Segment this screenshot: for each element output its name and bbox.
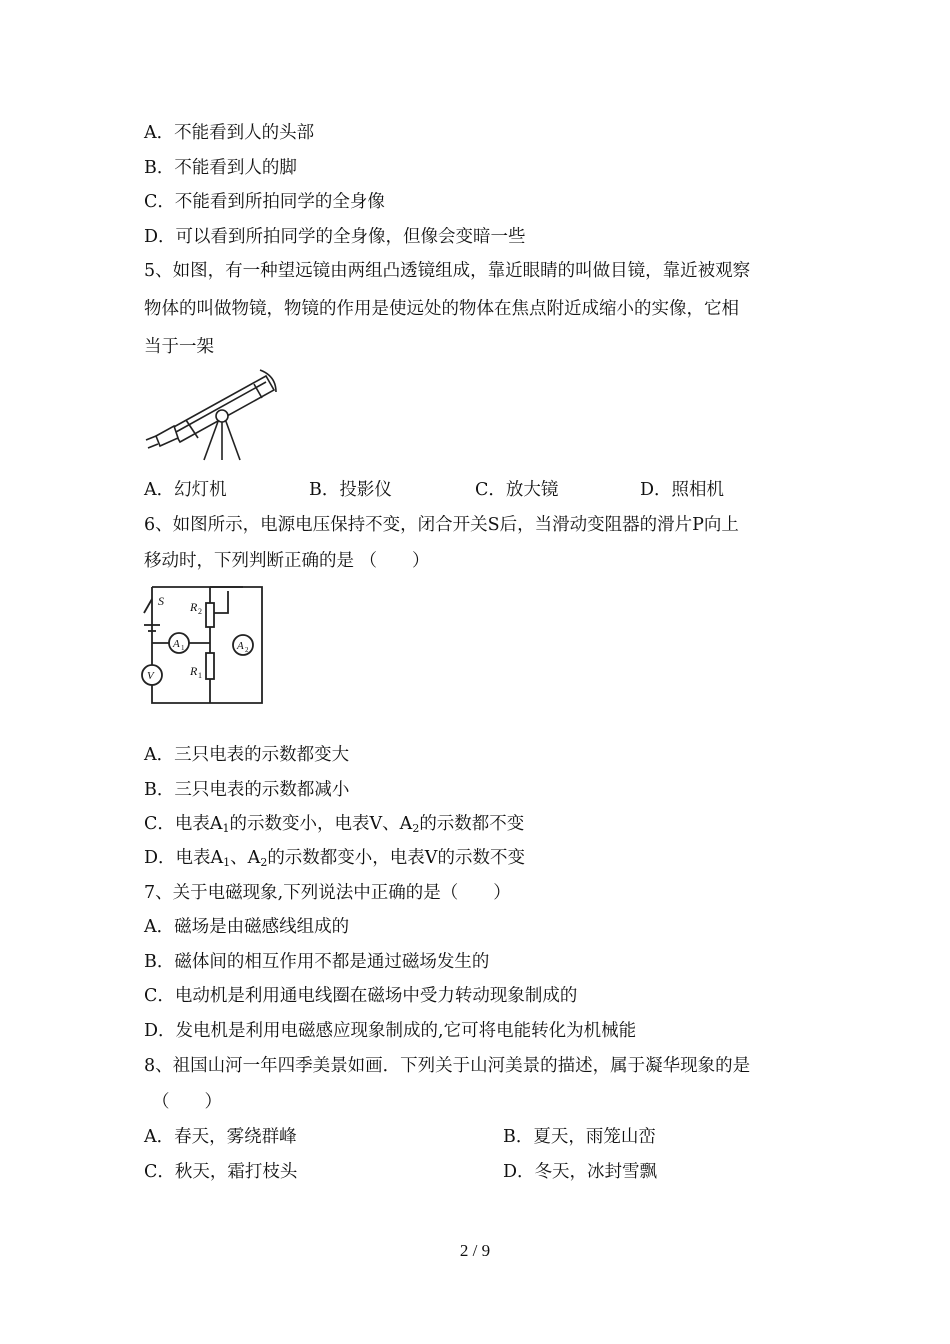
r1-label: R	[190, 664, 198, 678]
q5-option-a: A．幻灯机	[144, 480, 227, 500]
q6-option-d: D．电表$A_1$、$A_2$的示数都变小，电表V的示数不变	[144, 848, 525, 869]
telescope-figure	[142, 366, 282, 462]
q5-stem-line-2: 物体的叫做物镜，物镜的作用是使远处的物体在焦点附近成缩小的实像，它相	[144, 299, 739, 319]
a1-sub: 1	[181, 644, 185, 652]
q7-option-d: D．发电机是利用电磁感应现象制成的,它可将电能转化为机械能	[144, 1021, 637, 1041]
a2-sub: 2	[245, 646, 249, 654]
q7-option-a: A．磁场是由磁感线组成的	[144, 917, 350, 937]
r1-sub: 1	[198, 671, 202, 680]
q5-stem-line-3: 当于一架	[144, 337, 214, 357]
q8-option-d: D．冬天，冰封雪飘	[503, 1162, 658, 1182]
q8-stem: 8、祖国山河一年四季美景如画．下列关于山河美景的描述，属于凝华现象的是	[144, 1056, 751, 1076]
v-label: V	[147, 670, 154, 682]
q6-stem-line-1: 6、如图所示，电源电压保持不变，闭合开关S后，当滑动变阻器的滑片P向上	[144, 515, 739, 535]
r2-sub: 2	[198, 607, 202, 616]
q6-option-a: A．三只电表的示数都变大	[144, 745, 350, 765]
q7-stem: 7、关于电磁现象,下列说法中正确的是（ ）	[144, 883, 511, 903]
q8-option-c: C．秋天，霜打枝头	[144, 1162, 298, 1182]
q8-answer-blank: （ ）	[152, 1092, 222, 1112]
q4-option-b: B．不能看到人的脚	[144, 158, 297, 178]
switch-label: S	[158, 594, 164, 608]
q6-option-b: B．三只电表的示数都减小	[144, 780, 350, 800]
q8-option-b: B．夏天，雨笼山峦	[503, 1127, 656, 1147]
q7-option-c: C．电动机是利用通电线圈在磁场中受力转动现象制成的	[144, 986, 578, 1006]
q8-option-a: A．春天，雾绕群峰	[144, 1127, 297, 1147]
q7-option-b: B．磁体间的相互作用不都是通过磁场发生的	[144, 952, 490, 972]
q6-stem-line-2: 移动时，下列判断正确的是 （ ）	[144, 551, 430, 571]
q4-option-c: C．不能看到所拍同学的全身像	[144, 192, 385, 212]
q5-option-b: B．投影仪	[309, 480, 392, 500]
page-number: 2 / 9	[459, 1241, 491, 1260]
q5-stem-line-1: 5、如图，有一种望远镜由两组凸透镜组成，靠近眼睛的叫做目镜，靠近被观察	[144, 261, 751, 281]
a1-label: A	[173, 638, 180, 650]
q5-option-d: D．照相机	[640, 480, 725, 500]
q5-option-c: C．放大镜	[475, 480, 559, 500]
circuit-diagram	[138, 583, 266, 709]
q6-option-c: C．电表$A_1$的示数变小，电表V、$A_2$的示数都不变	[144, 814, 525, 835]
q4-option-d: D．可以看到所拍同学的全身像，但像会变暗一些	[144, 227, 526, 247]
a2-label: A	[237, 640, 244, 652]
r2-label: R	[190, 600, 198, 614]
q4-option-a: A．不能看到人的头部	[144, 123, 315, 143]
